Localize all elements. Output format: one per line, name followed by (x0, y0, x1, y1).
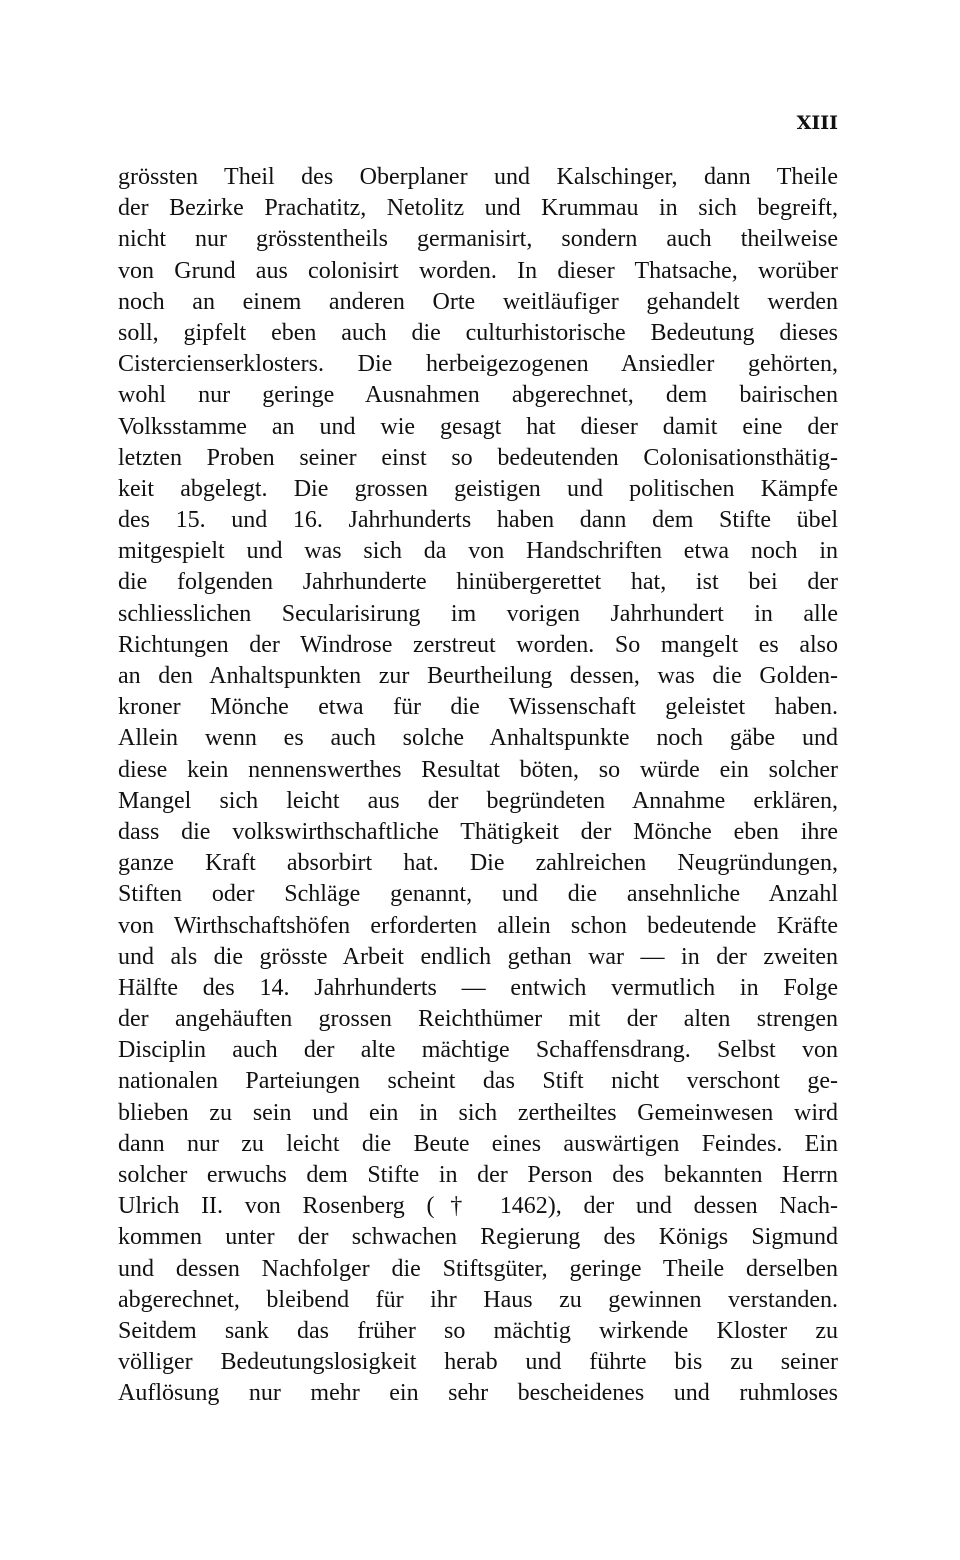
text-line: von Grund aus colonisirt worden. In dieser Thatsache, worüber (118, 257, 838, 284)
text-line: letzten Proben seiner einst so bedeutenden Colonisationsthätig- (118, 444, 838, 471)
text-line: Ulrich II. von Rosenberg († 1462), der und dessen Nach- (118, 1193, 838, 1220)
text-line: Mangel sich leicht aus der begründeten Annahme erklären, (118, 787, 838, 814)
text-line: nationalen Parteiungen scheint das Stift nicht verschont ge- (118, 1068, 838, 1095)
text-line: an den Anhaltspunkten zur Beurtheilung dessen, was die Golden- (118, 663, 838, 689)
text-line: dass die volkswirthschaftliche Thätigkeit der Mönche eben ihre (118, 818, 838, 845)
body-text (118, 162, 838, 1410)
text-line: Volksstamme an und wie gesagt hat dieser damit eine der (118, 413, 838, 440)
text-line: kommen unter der schwachen Regierung des Königs Sigmund (118, 1224, 838, 1251)
text-line: und dessen Nachfolger die Stiftsgüter, geringe Theile derselben (118, 1255, 838, 1282)
text-line: Stiften oder Schläge genannt, und die ansehnliche Anzahl (118, 881, 838, 908)
text-line: Auflösung nur mehr ein sehr bescheidenes und ruhmloses (118, 1380, 838, 1407)
text-line: und als die grösste Arbeit endlich gethan war — in der zweiten (118, 943, 838, 970)
text-line: Hälfte des 14. Jahrhunderts — entwich vermutlich in Folge (118, 974, 838, 1001)
text-line: von Wirthschaftshöfen erforderten allein schon bedeutende Kräfte (118, 912, 838, 939)
text-line: grössten Theil des Oberplaner und Kalschinger, dann Theile (118, 164, 838, 190)
text-line: ganze Kraft absorbirt hat. Die zahlreichen Neugründungen, (118, 850, 838, 877)
text-line: des 15. und 16. Jahrhunderts haben dann dem Stifte übel (118, 507, 838, 534)
text-line: Seitdem sank das früher so mächtig wirkende Kloster zu (118, 1317, 838, 1344)
text-line: abgerechnet, bleibend für ihr Haus zu gewinnen verstanden. (118, 1286, 838, 1313)
text-line: nicht nur grösstentheils germanisirt, sondern auch theilweise (118, 226, 838, 253)
text-line: keit abgelegt. Die grossen geistigen und politischen Kämpfe (118, 475, 838, 502)
text-line: soll, gipfelt eben auch die culturhistorische Bedeutung dieses (118, 319, 838, 346)
text-line: blieben zu sein und ein in sich zertheiltes Gemeinwesen wird (118, 1099, 838, 1126)
text-line: wohl nur geringe Ausnahmen abgerechnet, dem bairischen (118, 382, 838, 409)
text-line: der Bezirke Prachatitz, Netolitz und Krummau in sich begreift, (118, 195, 838, 222)
text-line: mitgespielt und was sich da von Handschriften etwa noch in (118, 538, 838, 565)
text-line: der angehäuften grossen Reichthümer mit der alten strengen (118, 1006, 838, 1033)
text-line: schliesslichen Secularisirung im vorigen Jahrhundert in alle (118, 600, 838, 627)
text-line: Cistercienserklosters. Die herbeigezogenen Ansiedler gehörten, (118, 351, 838, 378)
text-line: diese kein nennenswerthes Resultat böten, so würde ein solcher (118, 756, 838, 783)
text-line: völliger Bedeutungslosigkeit herab und führte bis zu seiner (118, 1349, 838, 1376)
text-line: Disciplin auch der alte mächtige Schaffensdrang. Selbst von (118, 1037, 838, 1064)
text-line: die folgenden Jahrhunderte hinübergerettet hat, ist bei der (118, 569, 838, 596)
text-line: kroner Mönche etwa für die Wissenschaft geleistet haben. (118, 694, 838, 721)
text-line: dann nur zu leicht die Beute eines auswärtigen Feindes. Ein (118, 1130, 838, 1157)
text-line: noch an einem anderen Orte weitläufiger gehandelt werden (118, 288, 838, 315)
page-number: XIII (796, 112, 838, 134)
text-line: Richtungen der Windrose zerstreut worden. So mangelt es also (118, 631, 838, 658)
text-line: Allein wenn es auch solche Anhaltspunkte noch gäbe und (118, 725, 838, 752)
text-line: solcher erwuchs dem Stifte in der Person des bekannten Herrn (118, 1162, 838, 1188)
